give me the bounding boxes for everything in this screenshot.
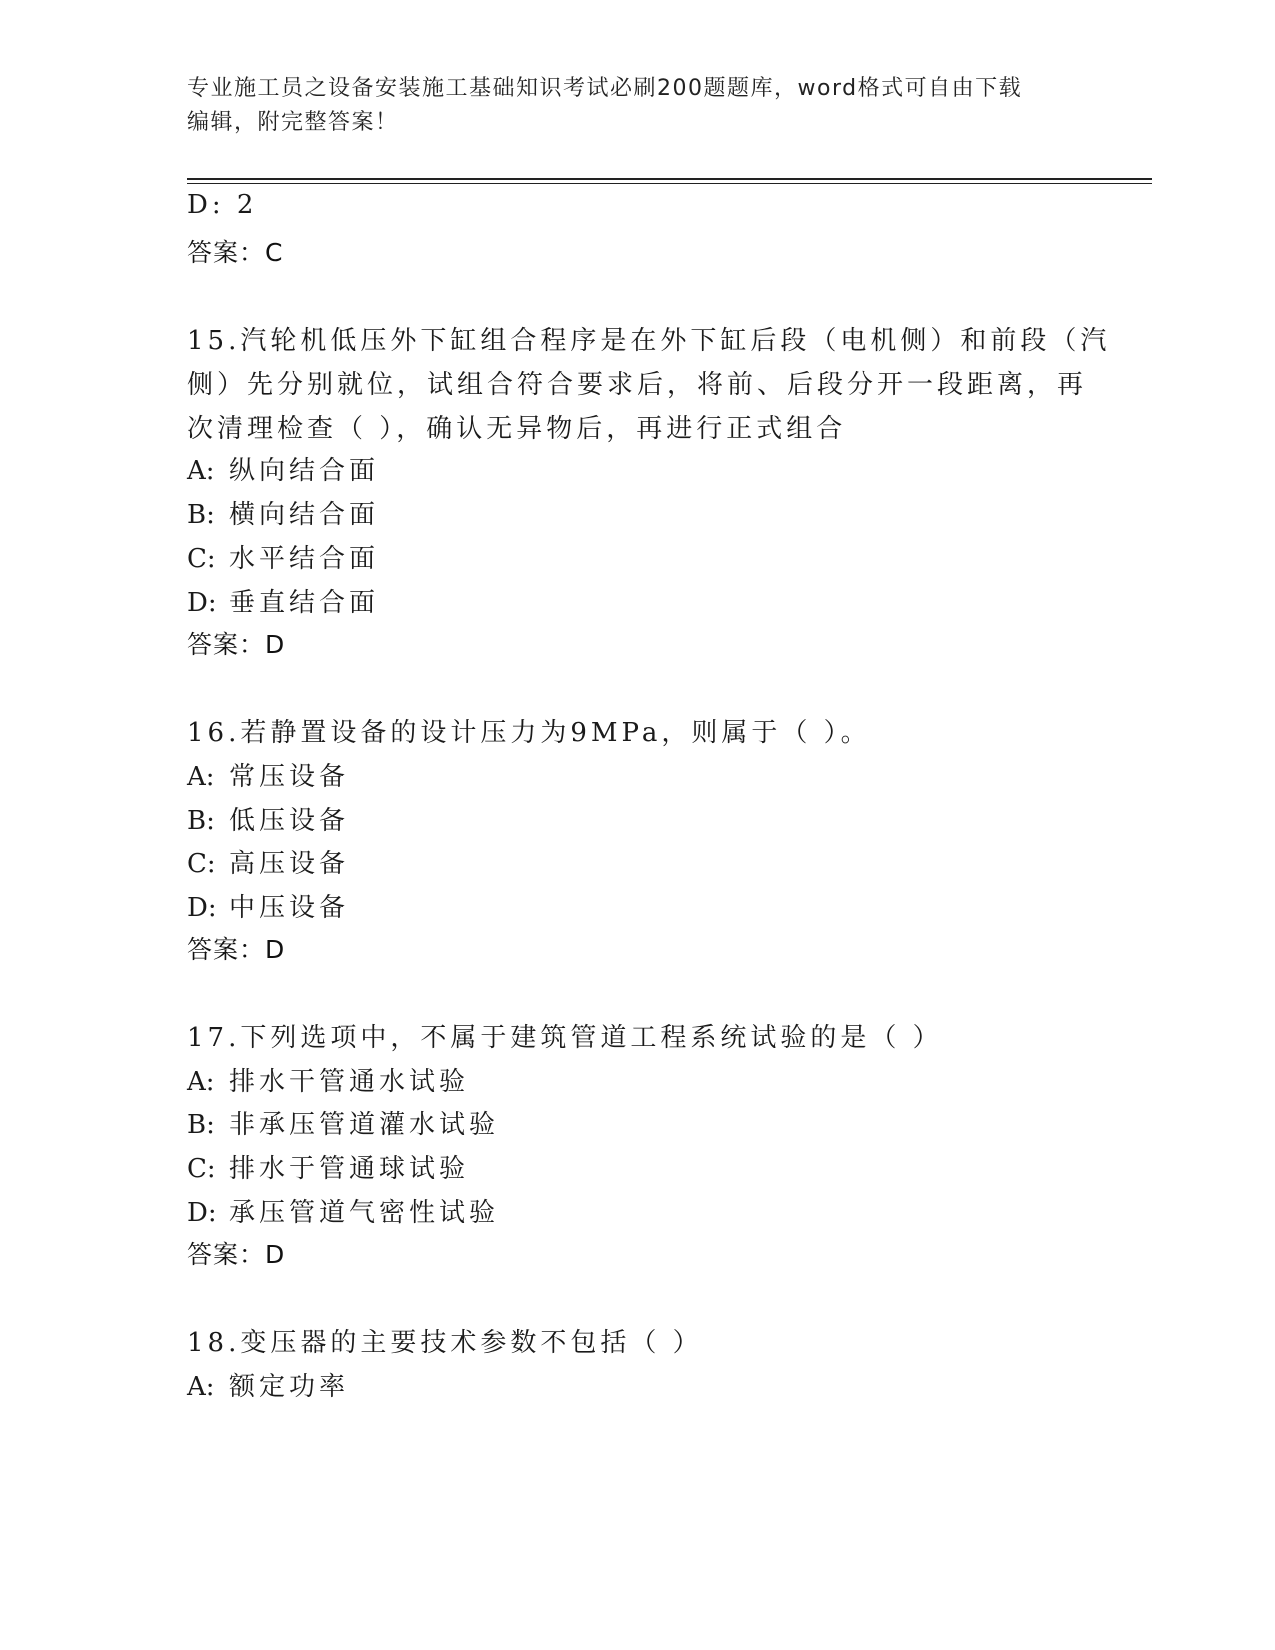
q16-option-a: [187, 756, 349, 793]
option-key: D:: [187, 1198, 217, 1228]
q16-option-c: [187, 843, 349, 880]
option-text: 垂直结合面: [229, 588, 380, 618]
option-key: A:: [187, 456, 215, 486]
q18-stem: 18.变压器的主要技术参数不包括（ ）: [187, 1328, 703, 1358]
option-key: B:: [187, 1110, 215, 1140]
header-line-2: 编辑，附完整答案！: [187, 110, 399, 135]
q17-option-a: [187, 1061, 469, 1098]
q17-answer: 答案：D: [187, 1240, 286, 1269]
prev-answer: 答案：C: [187, 238, 284, 267]
header-rule-thick: [187, 178, 1152, 180]
q15-answer: 答案：D: [187, 630, 286, 659]
q17-option-d: [187, 1192, 499, 1229]
option-text: 纵向结合面: [229, 456, 380, 486]
q17-stem: 17.下列选项中，不属于建筑管道工程系统试验的是（ ）: [187, 1023, 943, 1053]
q15-option-b: [187, 494, 379, 531]
q15-stem-line-3: 次清理检查（ ），确认无异物后，再进行正式组合: [187, 414, 847, 444]
option-key: B:: [187, 806, 215, 836]
option-key: A:: [187, 762, 215, 792]
prev-option-d: D: 2: [187, 190, 258, 220]
q16-stem: 16.若静置设备的设计压力为9MPa，则属于（ ）。: [187, 718, 871, 748]
option-text: 中压设备: [229, 893, 350, 923]
option-text: 高压设备: [229, 849, 350, 879]
option-key: C:: [187, 849, 216, 879]
q15-option-a: [187, 450, 379, 487]
option-text: 排水干管通水试验: [229, 1067, 470, 1097]
option-key: C:: [187, 544, 216, 574]
option-text: 常压设备: [229, 762, 350, 792]
option-key: A:: [187, 1067, 215, 1097]
option-text: 额定功率: [229, 1372, 350, 1402]
q17-option-b: [187, 1104, 499, 1141]
option-text: 水平结合面: [229, 544, 380, 574]
q15-stem-line-1: 15.汽轮机低压外下缸组合程序是在外下缸后段（电机侧）和前段（汽: [187, 326, 1111, 356]
q16-answer: 答案：D: [187, 935, 286, 964]
header-rule-thin: [187, 183, 1152, 184]
q17-option-c: [187, 1148, 469, 1185]
option-key: D:: [187, 893, 217, 923]
document-header: [187, 72, 1087, 140]
q15-option-c: [187, 538, 379, 575]
option-text: 非承压管道灌水试验: [229, 1110, 500, 1140]
header-line-1: 专业施工员之设备安装施工基础知识考试必刷200题题库，word格式可自由下载: [187, 76, 1023, 101]
q15-stem-line-2: 侧）先分别就位，试组合符合要求后，将前、后段分开一段距离，再: [187, 370, 1088, 400]
option-text: 排水于管通球试验: [229, 1154, 470, 1184]
option-key: D:: [187, 588, 217, 618]
q18-option-a: [187, 1366, 349, 1403]
option-text: 低压设备: [229, 806, 350, 836]
option-key: C:: [187, 1154, 216, 1184]
q15-option-d: [187, 582, 379, 619]
option-text: 承压管道气密性试验: [229, 1198, 500, 1228]
q16-option-b: [187, 800, 349, 837]
option-key: B:: [187, 500, 215, 530]
q16-option-d: [187, 887, 349, 924]
option-text: 横向结合面: [229, 500, 380, 530]
option-key: A:: [187, 1372, 215, 1402]
